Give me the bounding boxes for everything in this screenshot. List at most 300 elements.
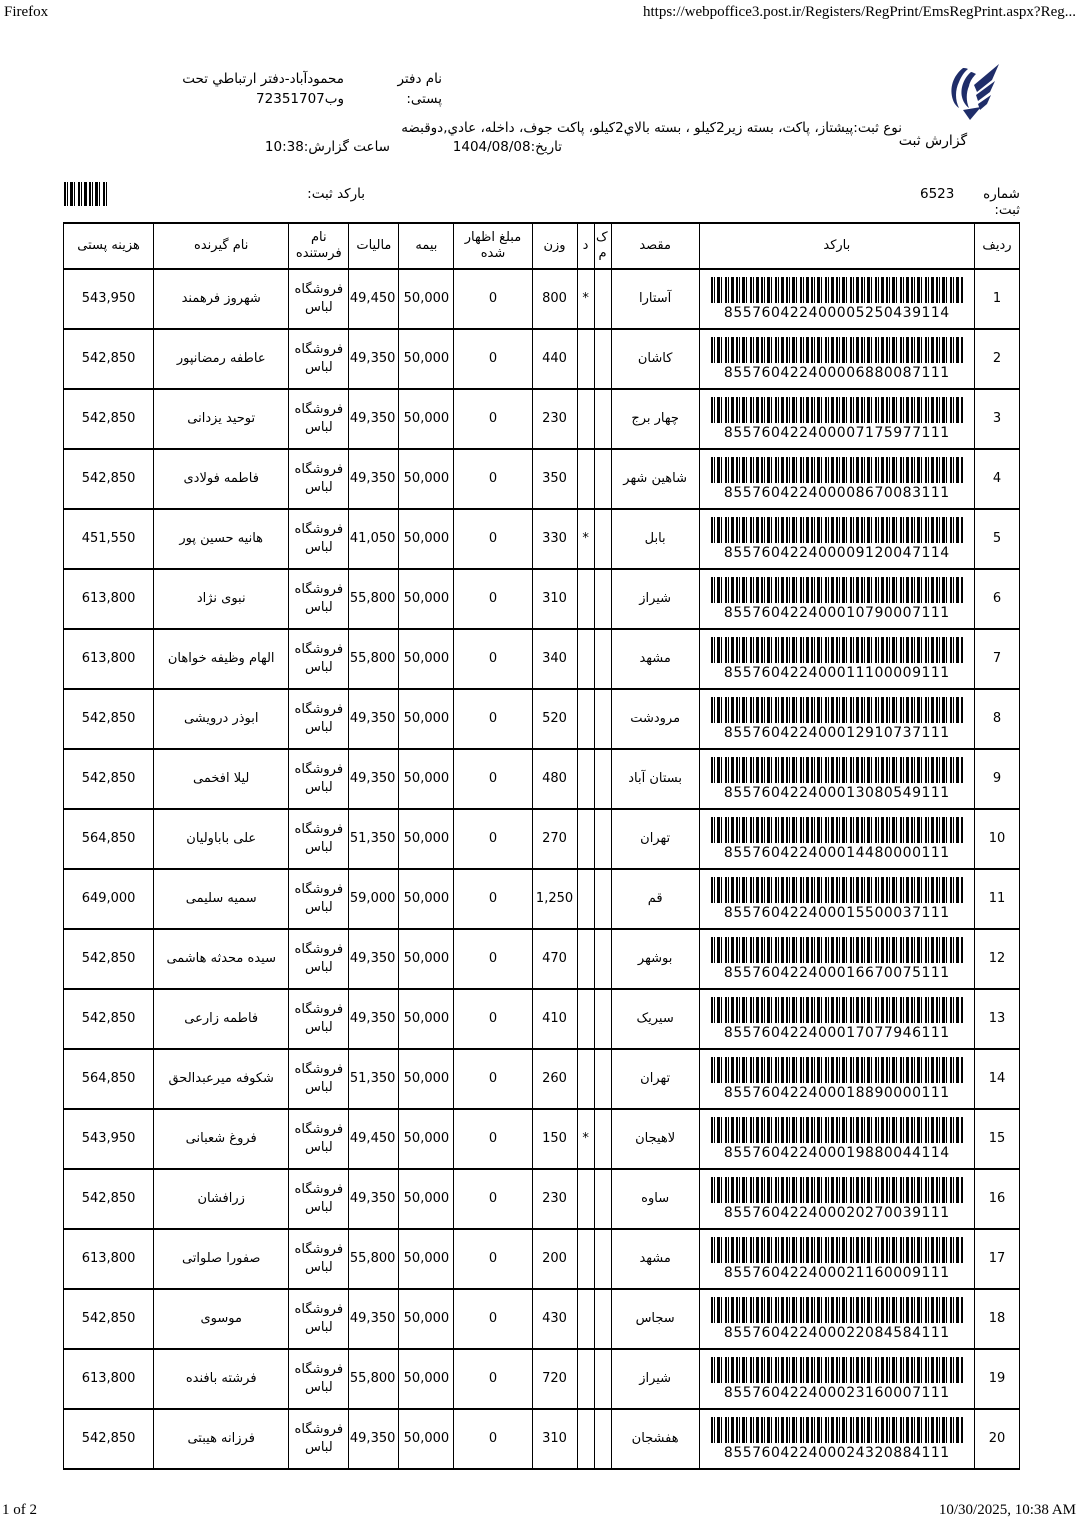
cell-tax: 49,350	[349, 1169, 399, 1229]
cell-destination: تهران	[611, 809, 699, 869]
col-receiver-name: نام گیرنده	[154, 223, 289, 269]
barcode-number: 855760422400024320884111	[723, 1445, 950, 1462]
table-header-row	[64, 223, 1020, 269]
table-row	[64, 1409, 1020, 1469]
barcode-number: 855760422400011100009111	[723, 665, 950, 682]
col-km: ک م	[594, 223, 611, 269]
cell-declared-amount: 0	[454, 749, 532, 809]
table-row	[64, 689, 1020, 749]
cell-declared-amount: 0	[454, 509, 532, 569]
barcode-number: 855760422400012910737111	[723, 725, 950, 742]
barcode-image	[711, 1237, 963, 1263]
barcode-image	[711, 397, 963, 423]
cell-d	[577, 1169, 594, 1229]
cell-tax: 49,450	[349, 1109, 399, 1169]
cell-km	[594, 929, 611, 989]
cell-insurance: 50,000	[399, 1349, 454, 1409]
registration-type-line: نوع ثبت:پیشتاز، پاکت، بسته زیر2کیلو ، بسته بالاي2کیلو، پاکت جوف، داخله، عادي,دوقبضه	[401, 120, 902, 136]
table-row	[64, 569, 1020, 629]
cell-insurance: 50,000	[399, 749, 454, 809]
cell-tax: 49,350	[349, 749, 399, 809]
barcode-number: 855760422400020270039111	[723, 1205, 950, 1222]
cell-km	[594, 989, 611, 1049]
cell-declared-amount: 0	[454, 809, 532, 869]
cell-sender-name: فروشگاه لباس	[289, 689, 349, 749]
barcode-number: 855760422400019880044114	[723, 1145, 950, 1162]
cell-receiver-name: الهام وظیفه خواهان	[154, 629, 289, 689]
barcode-number: 855760422400008670083111	[723, 485, 950, 502]
cell-weight: 270	[532, 809, 577, 869]
cell-destination: ساوه	[611, 1169, 699, 1229]
cell-row-number: 14	[974, 1049, 1019, 1109]
cell-km	[594, 1409, 611, 1469]
table-row	[64, 1109, 1020, 1169]
barcode-image	[711, 997, 963, 1023]
cell-receiver-name: سیده محدثه هاشمی	[154, 929, 289, 989]
cell-km	[594, 629, 611, 689]
barcode-number: 855760422400023160007111	[723, 1385, 950, 1402]
office-name-value: محمودآباد-دفتر ارتباطي تحت وب72351707	[182, 71, 344, 107]
cell-weight: 310	[532, 1409, 577, 1469]
cell-km	[594, 1169, 611, 1229]
cell-declared-amount: 0	[454, 1109, 532, 1169]
cell-weight: 350	[532, 449, 577, 509]
cell-row-number: 6	[974, 569, 1019, 629]
table-body	[64, 269, 1020, 1469]
print-timestamp: 10/30/2025, 10:38 AM	[938, 1502, 1076, 1518]
barcode-image	[711, 517, 963, 543]
cell-destination: بوشهر	[611, 929, 699, 989]
cell-tax: 49,350	[349, 1409, 399, 1469]
cell-destination: مشهد	[611, 1229, 699, 1289]
cell-row-number: 1	[974, 269, 1019, 329]
cell-barcode	[699, 329, 974, 389]
cell-receiver-name: توحید یزدانی	[154, 389, 289, 449]
cell-barcode	[699, 449, 974, 509]
cell-declared-amount: 0	[454, 1409, 532, 1469]
barcode-number: 855760422400016670075111	[723, 965, 950, 982]
cell-sender-name: فروشگاه لباس	[289, 989, 349, 1049]
barcode-image	[711, 937, 963, 963]
report-date: تاریخ:1404/08/08	[452, 139, 562, 155]
cell-declared-amount: 0	[454, 929, 532, 989]
cell-receiver-name: موسوی	[154, 1289, 289, 1349]
cell-sender-name: فروشگاه لباس	[289, 509, 349, 569]
cell-declared-amount: 0	[454, 1289, 532, 1349]
cell-weight: 330	[532, 509, 577, 569]
cell-sender-name: فروشگاه لباس	[289, 1409, 349, 1469]
cell-insurance: 50,000	[399, 689, 454, 749]
cell-km	[594, 509, 611, 569]
cell-d	[577, 809, 594, 869]
table-row	[64, 389, 1020, 449]
cell-weight: 340	[532, 629, 577, 689]
cell-barcode	[699, 1409, 974, 1469]
cell-postal-cost: 543,950	[64, 269, 154, 329]
cell-tax: 55,800	[349, 1349, 399, 1409]
cell-d	[577, 1049, 594, 1109]
col-postal-cost: هزینه پستی	[64, 223, 154, 269]
cell-insurance: 50,000	[399, 809, 454, 869]
cell-sender-name: فروشگاه لباس	[289, 629, 349, 689]
cell-postal-cost: 564,850	[64, 809, 154, 869]
cell-weight: 480	[532, 749, 577, 809]
barcode-image	[711, 577, 963, 603]
registration-barcode-label: باركد ثبت:	[307, 186, 365, 202]
cell-d	[577, 989, 594, 1049]
office-name-label: نام دفتر پستی:	[397, 71, 442, 107]
col-destination: مقصد	[611, 223, 699, 269]
cell-insurance: 50,000	[399, 449, 454, 509]
barcode-number: 855760422400015500037111	[723, 905, 950, 922]
cell-row-number: 19	[974, 1349, 1019, 1409]
cell-postal-cost: 542,850	[64, 689, 154, 749]
cell-row-number: 4	[974, 449, 1019, 509]
cell-barcode	[699, 629, 974, 689]
cell-receiver-name: شهروز فرهمند	[154, 269, 289, 329]
cell-declared-amount: 0	[454, 629, 532, 689]
cell-tax: 59,000	[349, 869, 399, 929]
cell-insurance: 50,000	[399, 329, 454, 389]
barcode-image	[711, 1177, 963, 1203]
cell-receiver-name: فاطمه زارعی	[154, 989, 289, 1049]
cell-d	[577, 749, 594, 809]
cell-d	[577, 629, 594, 689]
cell-destination: شیراز	[611, 1349, 699, 1409]
cell-destination: مرودشت	[611, 689, 699, 749]
cell-weight: 720	[532, 1349, 577, 1409]
barcode-number: 855760422400006880087111	[723, 365, 950, 382]
cell-barcode	[699, 1349, 974, 1409]
cell-weight: 1,250	[532, 869, 577, 929]
cell-tax: 55,800	[349, 569, 399, 629]
table-row	[64, 749, 1020, 809]
cell-destination: شاهین شهر	[611, 449, 699, 509]
cell-row-number: 18	[974, 1289, 1019, 1349]
cell-postal-cost: 542,850	[64, 989, 154, 1049]
table-row	[64, 629, 1020, 689]
table-row	[64, 869, 1020, 929]
barcode-image	[711, 1057, 963, 1083]
cell-insurance: 50,000	[399, 1109, 454, 1169]
cell-postal-cost: 542,850	[64, 1289, 154, 1349]
cell-d	[577, 449, 594, 509]
cell-d	[577, 929, 594, 989]
cell-tax: 41,050	[349, 509, 399, 569]
table-row	[64, 1169, 1020, 1229]
cell-destination: آستارا	[611, 269, 699, 329]
cell-d	[577, 329, 594, 389]
barcode-number: 855760422400007175977111	[723, 425, 950, 442]
cell-postal-cost: 613,800	[64, 1229, 154, 1289]
cell-row-number: 20	[974, 1409, 1019, 1469]
cell-postal-cost: 542,850	[64, 929, 154, 989]
cell-sender-name: فروشگاه لباس	[289, 1169, 349, 1229]
barcode-image	[711, 277, 963, 303]
cell-receiver-name: ابوذر درویشی	[154, 689, 289, 749]
cell-receiver-name: فروغ شعبانی	[154, 1109, 289, 1169]
cell-d	[577, 569, 594, 629]
barcode-image	[711, 337, 963, 363]
barcode-number: 855760422400018890000111	[723, 1085, 950, 1102]
cell-d: *	[577, 269, 594, 329]
cell-weight: 200	[532, 1229, 577, 1289]
barcode-image	[711, 1417, 963, 1443]
cell-insurance: 50,000	[399, 1049, 454, 1109]
browser-title: Firefox	[4, 4, 49, 20]
barcode-number: 855760422400021160009111	[723, 1265, 950, 1282]
cell-declared-amount: 0	[454, 1049, 532, 1109]
cell-tax: 49,350	[349, 989, 399, 1049]
cell-weight: 310	[532, 569, 577, 629]
cell-insurance: 50,000	[399, 569, 454, 629]
cell-weight: 230	[532, 1169, 577, 1229]
cell-tax: 49,350	[349, 449, 399, 509]
table-row	[64, 269, 1020, 329]
cell-tax: 49,450	[349, 269, 399, 329]
cell-km	[594, 569, 611, 629]
cell-postal-cost: 613,800	[64, 1349, 154, 1409]
cell-declared-amount: 0	[454, 869, 532, 929]
iran-post-logo-icon	[941, 62, 1003, 122]
barcode-number: 855760422400022084584111	[723, 1325, 950, 1342]
cell-postal-cost: 564,850	[64, 1049, 154, 1109]
cell-receiver-name: فاطمه فولادی	[154, 449, 289, 509]
table-row	[64, 809, 1020, 869]
cell-declared-amount: 0	[454, 569, 532, 629]
barcode-image	[711, 877, 963, 903]
cell-weight: 150	[532, 1109, 577, 1169]
col-sender-name: نام فرستنده	[289, 223, 349, 269]
cell-weight: 230	[532, 389, 577, 449]
cell-destination: سیریک	[611, 989, 699, 1049]
cell-km	[594, 1049, 611, 1109]
cell-sender-name: فروشگاه لباس	[289, 329, 349, 389]
cell-row-number: 11	[974, 869, 1019, 929]
cell-barcode	[699, 869, 974, 929]
cell-sender-name: فروشگاه لباس	[289, 749, 349, 809]
cell-receiver-name: فرزانه هیبتی	[154, 1409, 289, 1469]
cell-postal-cost: 543,950	[64, 1109, 154, 1169]
cell-km	[594, 1289, 611, 1349]
cell-km	[594, 389, 611, 449]
barcode-number: 855760422400005250439114	[723, 305, 950, 322]
cell-row-number: 2	[974, 329, 1019, 389]
barcode-number: 855760422400013080549111	[723, 785, 950, 802]
cell-postal-cost: 542,850	[64, 329, 154, 389]
cell-barcode	[699, 569, 974, 629]
cell-declared-amount: 0	[454, 449, 532, 509]
cell-declared-amount: 0	[454, 989, 532, 1049]
cell-row-number: 8	[974, 689, 1019, 749]
col-declared-amount: مبلغ اظهار شده	[454, 223, 532, 269]
cell-tax: 51,350	[349, 1049, 399, 1109]
cell-postal-cost: 542,850	[64, 389, 154, 449]
table-row	[64, 929, 1020, 989]
cell-destination: چهار برج	[611, 389, 699, 449]
records-table	[63, 222, 1020, 1470]
cell-km	[594, 749, 611, 809]
cell-tax: 49,350	[349, 1289, 399, 1349]
cell-km	[594, 269, 611, 329]
cell-barcode	[699, 269, 974, 329]
cell-receiver-name: زرافشان	[154, 1169, 289, 1229]
cell-weight: 800	[532, 269, 577, 329]
cell-destination: سجاس	[611, 1289, 699, 1349]
cell-weight: 440	[532, 329, 577, 389]
cell-receiver-name: عاطفه رمضانپور	[154, 329, 289, 389]
table-row	[64, 329, 1020, 389]
barcode-image	[711, 457, 963, 483]
cell-insurance: 50,000	[399, 1229, 454, 1289]
barcode-number: 855760422400010790007111	[723, 605, 950, 622]
barcode-image	[711, 637, 963, 663]
cell-postal-cost: 542,850	[64, 1409, 154, 1469]
col-insurance: بیمه	[399, 223, 454, 269]
table-row	[64, 1049, 1020, 1109]
cell-km	[594, 449, 611, 509]
report-title: گزارش ثبت	[898, 133, 968, 149]
cell-barcode	[699, 389, 974, 449]
cell-sender-name: فروشگاه لباس	[289, 1049, 349, 1109]
cell-sender-name: فروشگاه لباس	[289, 929, 349, 989]
cell-km	[594, 1109, 611, 1169]
cell-barcode	[699, 1049, 974, 1109]
col-weight: وزن	[532, 223, 577, 269]
cell-km	[594, 329, 611, 389]
cell-row-number: 9	[974, 749, 1019, 809]
cell-tax: 49,350	[349, 689, 399, 749]
cell-tax: 49,350	[349, 929, 399, 989]
cell-barcode	[699, 689, 974, 749]
cell-barcode	[699, 509, 974, 569]
cell-declared-amount: 0	[454, 389, 532, 449]
table-row	[64, 509, 1020, 569]
table-row	[64, 1229, 1020, 1289]
cell-insurance: 50,000	[399, 1289, 454, 1349]
cell-sender-name: فروشگاه لباس	[289, 449, 349, 509]
col-row-number: ردیف	[974, 223, 1019, 269]
barcode-number: 855760422400017077946111	[723, 1025, 950, 1042]
cell-d	[577, 1349, 594, 1409]
cell-barcode	[699, 1289, 974, 1349]
cell-row-number: 12	[974, 929, 1019, 989]
cell-receiver-name: علی باباولیان	[154, 809, 289, 869]
cell-barcode	[699, 1169, 974, 1229]
cell-d	[577, 1409, 594, 1469]
cell-sender-name: فروشگاه لباس	[289, 809, 349, 869]
cell-declared-amount: 0	[454, 1169, 532, 1229]
cell-destination: شیراز	[611, 569, 699, 629]
cell-weight: 260	[532, 1049, 577, 1109]
col-tax: مالیات	[349, 223, 399, 269]
cell-sender-name: فروشگاه لباس	[289, 1229, 349, 1289]
cell-postal-cost: 613,800	[64, 569, 154, 629]
barcode-image	[711, 1297, 963, 1323]
cell-insurance: 50,000	[399, 269, 454, 329]
barcode-image	[711, 1117, 963, 1143]
cell-receiver-name: فرشته بافنده	[154, 1349, 289, 1409]
cell-row-number: 7	[974, 629, 1019, 689]
cell-declared-amount: 0	[454, 689, 532, 749]
barcode-number: 855760422400009120047114	[723, 545, 950, 562]
cell-sender-name: فروشگاه لباس	[289, 389, 349, 449]
barcode-number: 855760422400014480000111	[723, 845, 950, 862]
cell-insurance: 50,000	[399, 1409, 454, 1469]
cell-sender-name: فروشگاه لباس	[289, 569, 349, 629]
table-row	[64, 1349, 1020, 1409]
cell-insurance: 50,000	[399, 389, 454, 449]
cell-tax: 55,800	[349, 1229, 399, 1289]
cell-receiver-name: شکوفه میرعبدالحق	[154, 1049, 289, 1109]
cell-d: *	[577, 1109, 594, 1169]
barcode-image	[711, 817, 963, 843]
cell-row-number: 5	[974, 509, 1019, 569]
cell-row-number: 16	[974, 1169, 1019, 1229]
cell-barcode	[699, 749, 974, 809]
table-row	[64, 449, 1020, 509]
col-d: د	[577, 223, 594, 269]
cell-declared-amount: 0	[454, 1349, 532, 1409]
cell-destination: هفشجان	[611, 1409, 699, 1469]
report-time: ساعت گزارش:10:38	[264, 139, 390, 155]
cell-barcode	[699, 1229, 974, 1289]
cell-declared-amount: 0	[454, 269, 532, 329]
cell-km	[594, 1349, 611, 1409]
cell-barcode	[699, 989, 974, 1049]
cell-d	[577, 869, 594, 929]
barcode-image	[711, 757, 963, 783]
cell-insurance: 50,000	[399, 629, 454, 689]
cell-weight: 520	[532, 689, 577, 749]
cell-row-number: 15	[974, 1109, 1019, 1169]
cell-weight: 410	[532, 989, 577, 1049]
cell-declared-amount: 0	[454, 1229, 532, 1289]
cell-km	[594, 689, 611, 749]
cell-insurance: 50,000	[399, 929, 454, 989]
cell-km	[594, 809, 611, 869]
cell-sender-name: فروشگاه لباس	[289, 1349, 349, 1409]
cell-destination: بابل	[611, 509, 699, 569]
registration-number-line	[920, 186, 1020, 218]
cell-tax: 49,350	[349, 389, 399, 449]
barcode-image	[711, 697, 963, 723]
table-row	[64, 1289, 1020, 1349]
cell-sender-name: فروشگاه لباس	[289, 869, 349, 929]
cell-sender-name: فروشگاه لباس	[289, 1109, 349, 1169]
cell-weight: 470	[532, 929, 577, 989]
col-barcode: بارکد	[699, 223, 974, 269]
cell-receiver-name: سمیه سلیمی	[154, 869, 289, 929]
cell-destination: لاهیجان	[611, 1109, 699, 1169]
table-row	[64, 989, 1020, 1049]
registration-barcode-image	[64, 182, 108, 206]
cell-row-number: 3	[974, 389, 1019, 449]
cell-d	[577, 389, 594, 449]
cell-postal-cost: 542,850	[64, 449, 154, 509]
cell-barcode	[699, 929, 974, 989]
cell-insurance: 50,000	[399, 1169, 454, 1229]
registration-number-value: 6523	[920, 186, 955, 202]
cell-destination: بستان آباد	[611, 749, 699, 809]
cell-postal-cost: 542,850	[64, 1169, 154, 1229]
cell-destination: کاشان	[611, 329, 699, 389]
cell-postal-cost: 649,000	[64, 869, 154, 929]
registration-number-label: شماره ثبت:	[983, 186, 1020, 218]
cell-insurance: 50,000	[399, 869, 454, 929]
cell-d: *	[577, 509, 594, 569]
cell-d	[577, 1289, 594, 1349]
